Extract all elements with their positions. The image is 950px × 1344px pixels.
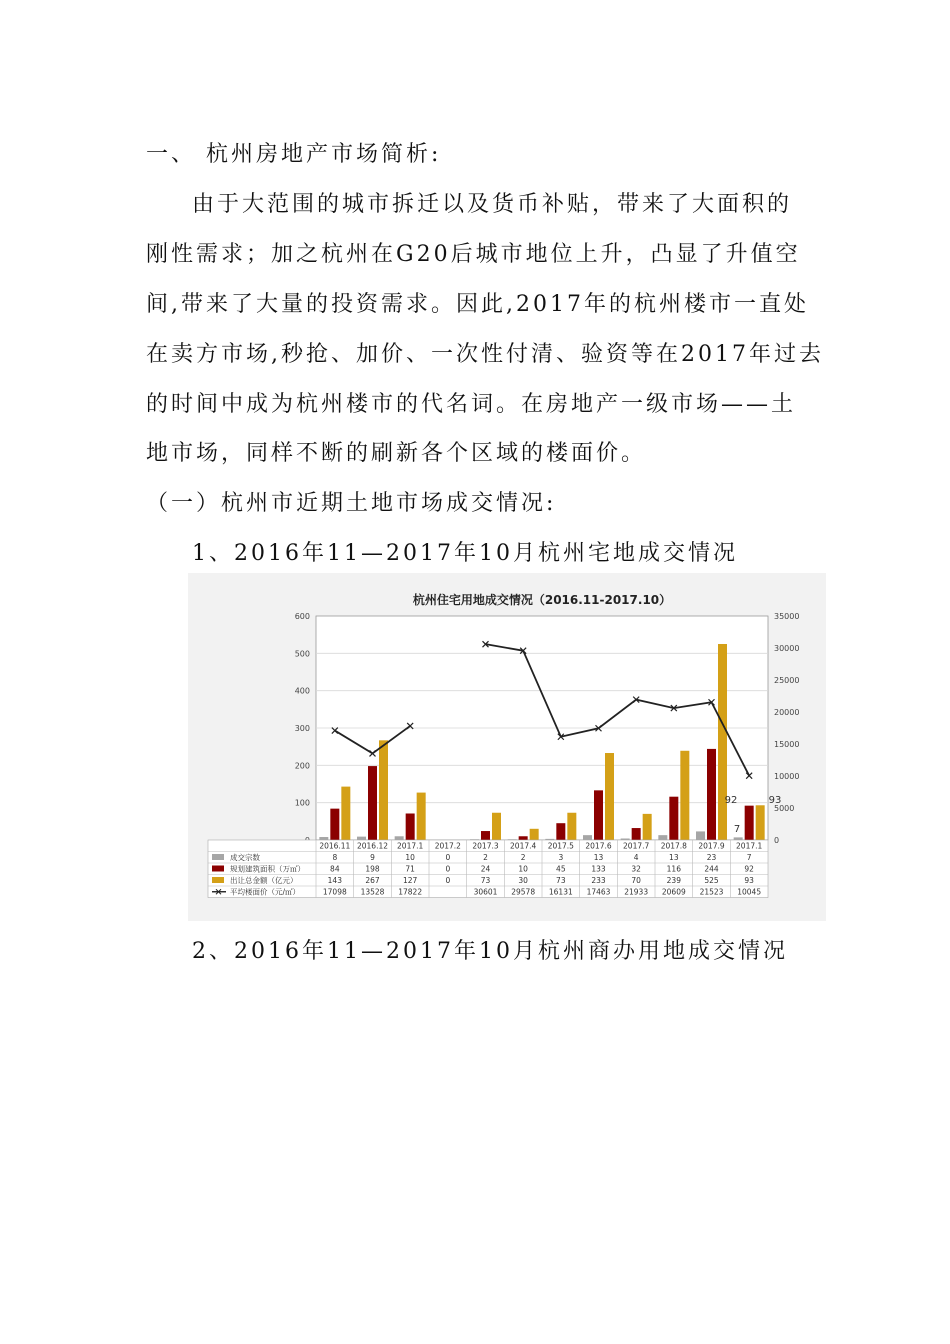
paragraph-line: 由于大范围的城市拆迁以及货币补贴，带来了大面积的 [192,192,793,217]
table-cell: 198 [365,864,380,874]
x-tick: 2017.3 [472,841,499,851]
x-tick: 2017.9 [698,841,725,851]
x-tick: 2017.1 [736,841,763,851]
bar-amount [643,814,652,840]
subsection-heading: （一）杭州市近期土地市场成交情况: [146,491,557,516]
table-cell: 17098 [322,887,347,897]
bar-count [395,836,404,840]
table-cell: 116 [666,864,681,874]
x-tick: 2017.6 [585,841,612,851]
table-cell: 32 [631,864,641,874]
y-tick-left: 600 [294,612,310,621]
table-cell: 17822 [398,887,423,897]
y-tick-right: 30000 [774,644,800,653]
bar-area [632,828,641,840]
x-tick: 2017.8 [660,841,687,851]
data-label: 93 [768,795,782,806]
y-tick-right: 10000 [774,772,800,781]
legend-label: 平均楼面价（元/㎡） [230,887,301,897]
table-cell: 127 [403,876,418,885]
bar-area [707,749,716,840]
table-cell: 4 [633,853,639,862]
table-cell: 133 [591,864,606,874]
bar-amount [417,793,426,840]
data-label: 7 [733,824,741,835]
x-tick: 2017.1 [397,841,424,851]
legend-swatch [212,854,224,860]
table-cell: 267 [365,876,380,885]
y-tick-left: 300 [294,724,310,733]
bar-area [556,823,565,840]
legend-label: 规划建筑面积（万㎡） [230,864,305,874]
table-cell: 92 [744,864,754,874]
table-cell: 10045 [737,887,762,897]
y-tick-left: 200 [294,761,310,771]
table-cell: 233 [591,876,606,885]
table-cell: 73 [556,876,566,885]
table-cell: 30 [518,876,528,885]
y-tick-right: 25000 [774,676,800,685]
y-tick-left: 400 [294,686,310,696]
bar-amount [492,813,501,840]
bar-area [330,809,339,840]
land-deal-chart [188,573,826,921]
table-cell: 16131 [548,887,573,897]
data-label: 92 [724,795,738,806]
table-cell: 21523 [699,887,724,897]
table-cell: 0 [445,876,451,885]
table-cell: 13528 [360,887,385,897]
paragraph-line: 间,带来了大量的投资需求。因此,2017年的杭州楼市一直处 [146,292,809,317]
table-cell: 239 [666,876,681,885]
bar-amount [718,644,727,840]
x-tick: 2016.11 [319,841,351,851]
bar-amount [605,753,614,840]
table-cell: 17463 [586,887,611,897]
bar-area [669,797,678,840]
y-tick-right: 15000 [774,740,800,749]
table-cell: 2 [520,853,526,862]
table-cell: 20609 [661,887,686,897]
table-cell: 13 [593,853,604,862]
legend-swatch [212,866,224,872]
table-cell: 23 [706,853,717,862]
chart-title: 杭州住宅用地成交情况（2016.11-2017.10） [412,593,672,607]
bar-count [696,831,705,840]
x-tick: 2017.7 [623,841,650,851]
table-cell: 29578 [511,887,536,897]
table-cell: 7 [746,853,752,862]
bar-count [357,837,366,840]
bar-count [658,835,667,840]
bar-area [406,813,415,840]
table-cell: 9 [370,853,375,862]
bar-area [481,831,490,840]
table-cell: 24 [480,864,491,874]
table-cell: 525 [704,876,719,885]
paragraph-line: 刚性需求；加之杭州在G20后城市地位上升，凸显了升值空 [146,242,801,267]
section-heading: 一、 杭州房地产市场简析: [146,142,442,167]
legend-label: 成交宗数 [230,853,260,862]
bar-amount [341,787,350,840]
paragraph-line: 的时间中成为杭州楼市的代名词。在房地产一级市场——土 [146,392,797,417]
bar-area [594,790,603,840]
table-cell: 2 [483,853,488,862]
table-cell: 0 [445,853,451,862]
bar-amount [567,813,576,840]
bar-count [583,835,592,840]
chart-svg [188,573,826,921]
paragraph-line: 在卖方市场,秒抢、加价、一次性付清、验资等在2017年过去 [146,342,824,367]
table-cell: 3 [558,853,564,862]
y-tick-right: 20000 [774,708,800,717]
y-tick-right: 5000 [774,804,795,813]
table-cell: 244 [704,864,719,874]
y-tick-right: 35000 [774,612,800,621]
bar-area [519,836,528,840]
table-cell: 70 [631,876,641,885]
table-cell: 71 [405,864,415,874]
x-tick: 2017.4 [510,841,537,851]
paragraph-line: 地市场，同样不断的刷新各个区域的楼面价。 [146,441,647,466]
x-tick: 2016.12 [356,841,389,851]
table-cell: 21933 [624,887,649,897]
table-cell: 8 [332,853,338,862]
y-tick-left: 500 [294,649,310,659]
y-tick-left: 100 [294,798,310,808]
table-cell: 143 [327,876,342,885]
x-tick: 2017.5 [547,841,574,851]
y-tick-right: 0 [774,836,780,845]
legend-swatch [212,877,224,883]
item-heading: 1、2016年11—2017年10月杭州宅地成交情况 [192,541,738,566]
bar-amount [756,805,765,840]
table-cell: 84 [330,864,340,874]
table-cell: 93 [744,876,754,885]
table-cell: 30601 [473,887,498,897]
bar-area [368,766,377,840]
bar-amount [680,751,689,840]
bar-count [319,837,328,840]
table-cell: 13 [669,853,679,862]
bar-area [745,806,754,840]
item-heading: 2、2016年11—2017年10月杭州商办用地成交情况 [192,939,788,964]
bar-amount [530,829,539,840]
x-tick: 2017.2 [434,841,461,851]
bar-count [734,837,743,840]
table-cell: 0 [445,864,451,874]
table-cell: 73 [480,876,491,885]
table-cell: 45 [556,864,566,874]
table-cell: 10 [518,864,528,874]
legend-label: 出让总金额（亿元） [230,876,298,885]
table-cell: 10 [405,853,415,862]
bar-amount [379,740,388,840]
